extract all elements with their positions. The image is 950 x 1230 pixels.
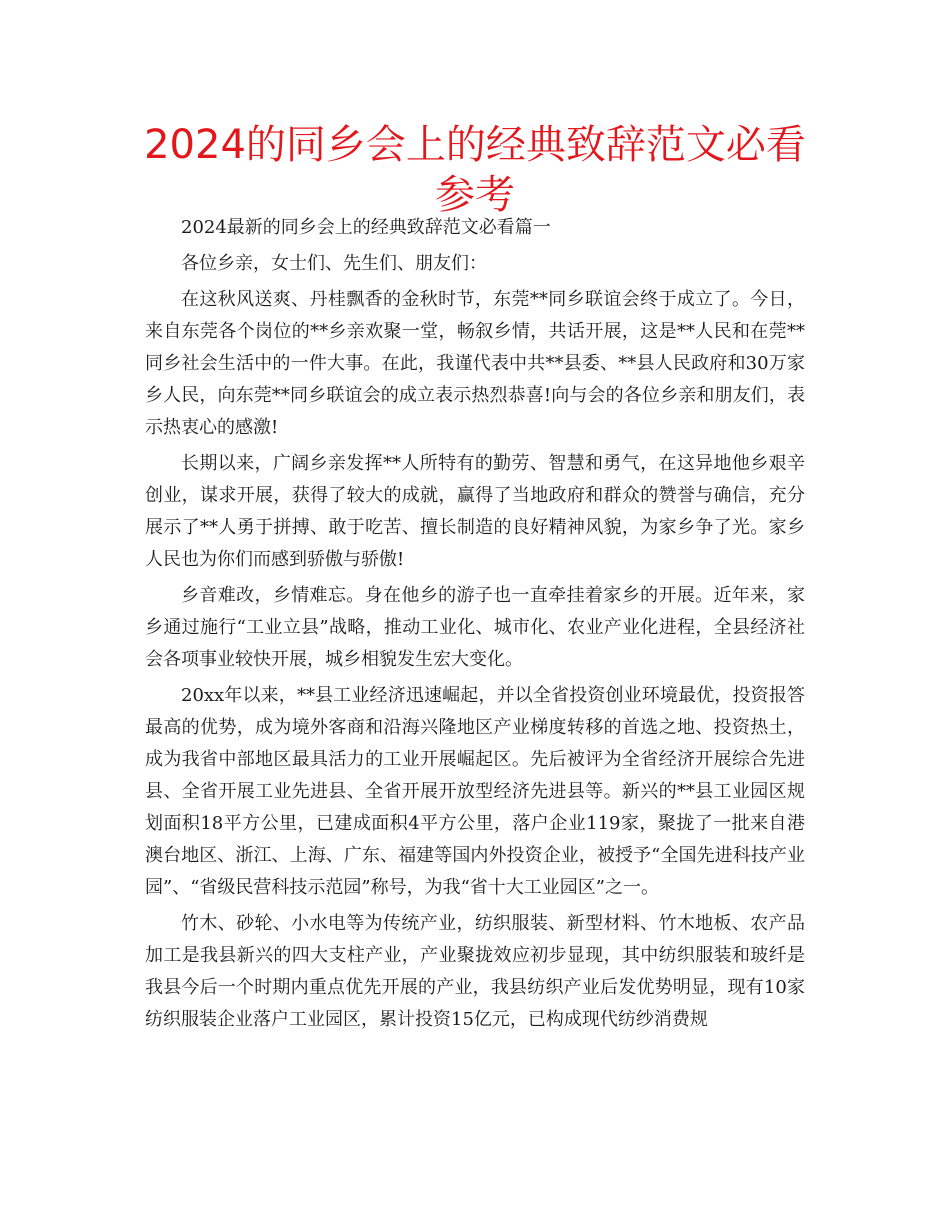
document-body bbox=[145, 212, 805, 1040]
paragraph: 乡音难改，乡情难忘。身在他乡的游子也一直牵挂着家乡的开展。近年来，家乡通过施行“工业立县”战略，推动工业化、城市化、农业产业化进程，全县经济社会各项事业较快开展，城乡相貌发生宏大变化。 bbox=[145, 585, 805, 670]
paragraph: 竹木、砂轮、小水电等为传统产业，纺织服装、新型材料、竹木地板、农产品加工是我县新兴的四大支柱产业，产业聚拢效应初步显现，其中纺织服装和玻纤是我县今后一个时期内重点优先开展的产业，我县纺织产业后发优势明显，现有10家纺织服装企业落户工业园区，累计投资15亿元，已构成现代纺纱消费规 bbox=[145, 913, 805, 1030]
paragraph: 长期以来，广阔乡亲发挥**人所特有的勤劳、智慧和勇气，在这异地他乡艰辛创业，谋求开展，获得了较大的成就，赢得了当地政府和群众的赞誉与确信，充分展示了**人勇于拼搏、敢于吃苦、擅长制造的良好精神风貌，为家乡争了光。家乡人民也为你们而感到骄傲与骄傲! bbox=[145, 453, 805, 570]
paragraph: 在这秋风送爽、丹桂飘香的金秋时节，东莞**同乡联谊会终于成立了。今日，来自东莞各个岗位的**乡亲欢聚一堂，畅叙乡情，共话开展，这是**人民和在莞**同乡社会生活中的一件大事。在此，我谨代表中共**县委、**县人民政府和30万家乡人民，向东莞**同乡联谊会的成立表示热烈恭喜!向与会的各位乡亲和朋友们，表示热衷心的感激! bbox=[145, 289, 805, 438]
paragraph: 各位乡亲，女士们、先生们、朋友们： bbox=[181, 253, 487, 274]
document-subtitle: 2024最新的同乡会上的经典致辞范文必看篇一 bbox=[181, 217, 551, 238]
document-title: 2024的同乡会上的经典致辞范文必看参考 bbox=[144, 122, 806, 218]
paragraph: 20xx年以来，**县工业经济迅速崛起，并以全省投资创业环境最优，投资报答最高的优势，成为境外客商和沿海兴隆地区产业梯度转移的首选之地、投资热土，成为我省中部地区最具活力的工业开展崛起区。先后被评为全省经济开展综合先进县、全省开展工业先进县、全省开展开放型经济先进县等。新兴的**县工业园区规划面积18平方公里，已建成面积4平方公里，落户企业119家，聚拢了一批来自港澳台地区、浙江、上海、广东、福建等国内外投资企业，被授予“全国先进科技产业园”、“省级民营科技示范园”称号，为我“省十大工业园区”之一。 bbox=[145, 685, 805, 898]
